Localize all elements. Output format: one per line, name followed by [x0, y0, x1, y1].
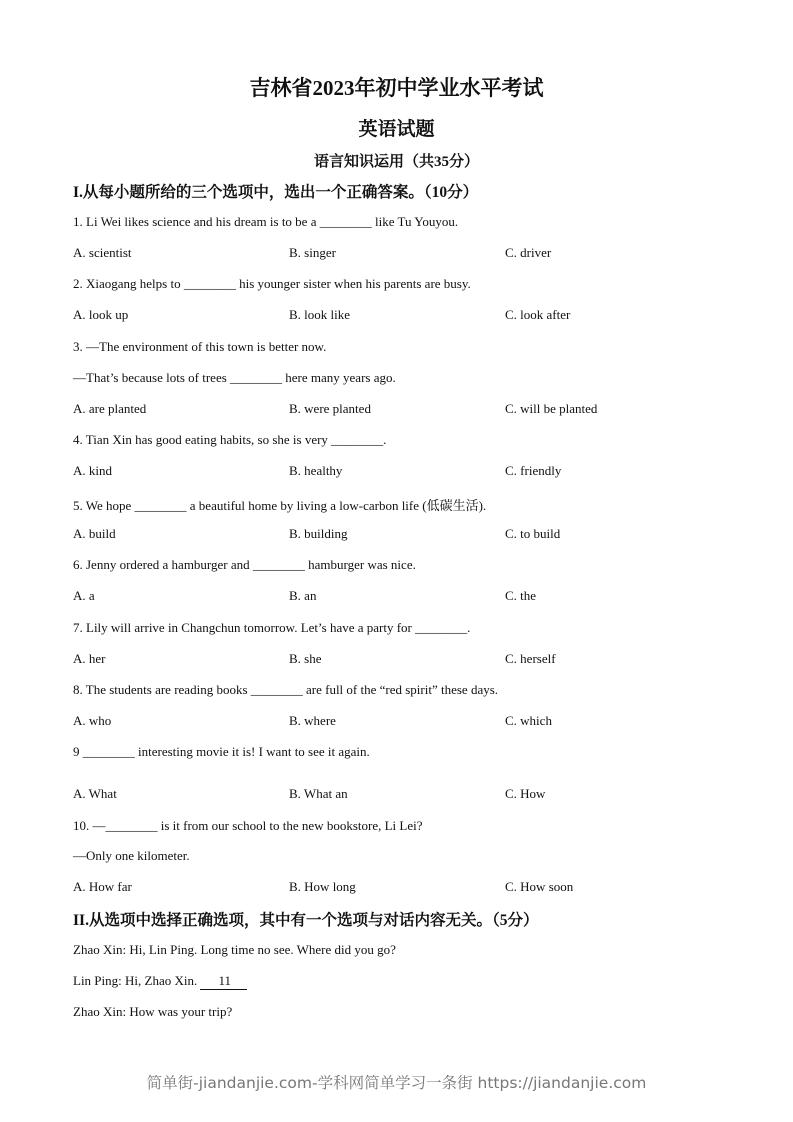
question-line: 10. —________ is it from our school to the new bookstore, Li Lei? — [73, 818, 423, 833]
answer-option: C. friendly — [505, 463, 562, 478]
answer-option: A. her — [73, 651, 106, 666]
answer-option: A. look up — [73, 307, 129, 322]
answer-option: B. How long — [289, 879, 356, 894]
section-heading: 语言知识运用（共35分） — [313, 154, 479, 170]
answer-option: A. a — [73, 588, 95, 603]
dialogue-text: Lin Ping: Hi, Zhao Xin. — [73, 973, 201, 988]
part-heading: I.从每小题所给的三个选项中，选出一个正确答案。（10分） — [73, 184, 479, 201]
answer-option: A. What — [73, 786, 117, 801]
question-line: 7. Lily will arrive in Changchun tomorrow. Let’s have a party for ________. — [73, 620, 471, 635]
question-line: 8. The students are reading books ________ are full of the “red spirit” these days. — [73, 682, 499, 697]
answer-option: A. build — [73, 526, 116, 541]
question-line: 2. Xiaogang helps to ________ his younger sister when his parents are busy. — [73, 276, 471, 291]
answer-option: A. are planted — [73, 401, 147, 416]
answer-option: B. she — [289, 651, 322, 666]
answer-option: C. herself — [505, 651, 556, 666]
question-line: 6. Jenny ordered a hamburger and ________ hamburger was nice. — [73, 557, 416, 572]
answer-option: C. the — [505, 588, 537, 603]
part-heading: II.从选项中选择正确选项，其中有一个选项与对话内容无关。（5分） — [73, 912, 539, 929]
answer-option: C. How soon — [505, 879, 574, 894]
answer-option: C. to build — [505, 526, 561, 541]
answer-option: B. were planted — [289, 401, 371, 416]
question-line: —Only one kilometer. — [73, 848, 190, 863]
answer-blank: 11 — [200, 973, 247, 990]
answer-option: C. will be planted — [505, 401, 598, 416]
answer-option: C. driver — [505, 245, 552, 260]
answer-option: A. scientist — [73, 245, 132, 260]
question-line: 5. We hope ________ a beautiful home by living a low-carbon life (低碳生活). — [73, 498, 487, 513]
dialogue-line — [73, 973, 247, 990]
question-line: Zhao Xin: Hi, Lin Ping. Long time no see. Where did you go? — [73, 942, 396, 957]
footer-watermark: 简单街-jiandanjie.com-学科网简单学习一条街 https://jiandanjie.com — [146, 1074, 647, 1092]
exam-title: 吉林省2023年初中学业水平考试 — [249, 76, 544, 100]
answer-option: A. How far — [73, 879, 132, 894]
answer-option: B. building — [289, 526, 348, 541]
question-line: —That’s because lots of trees ________ here many years ago. — [73, 370, 396, 385]
answer-option: B. singer — [289, 245, 336, 260]
question-line: 3. —The environment of this town is better now. — [73, 339, 327, 354]
answer-option: A. kind — [73, 463, 112, 478]
answer-option: B. look like — [289, 307, 351, 322]
answer-option: C. How — [505, 786, 546, 801]
answer-option: B. where — [289, 713, 336, 728]
answer-option: B. healthy — [289, 463, 343, 478]
question-line: 1. Li Wei likes science and his dream is to be a ________ like Tu Youyou. — [73, 214, 459, 229]
answer-option: A. who — [73, 713, 112, 728]
question-line: 4. Tian Xin has good eating habits, so she is very ________. — [73, 432, 387, 447]
question-line: 9 ________ interesting movie it is! I want to see it again. — [73, 744, 370, 759]
question-line: Zhao Xin: How was your trip? — [73, 1004, 233, 1019]
answer-option: B. What an — [289, 786, 348, 801]
answer-option: C. look after — [505, 307, 571, 322]
answer-option: B. an — [289, 588, 317, 603]
answer-option: C. which — [505, 713, 552, 728]
exam-subtitle: 英语试题 — [358, 119, 435, 140]
